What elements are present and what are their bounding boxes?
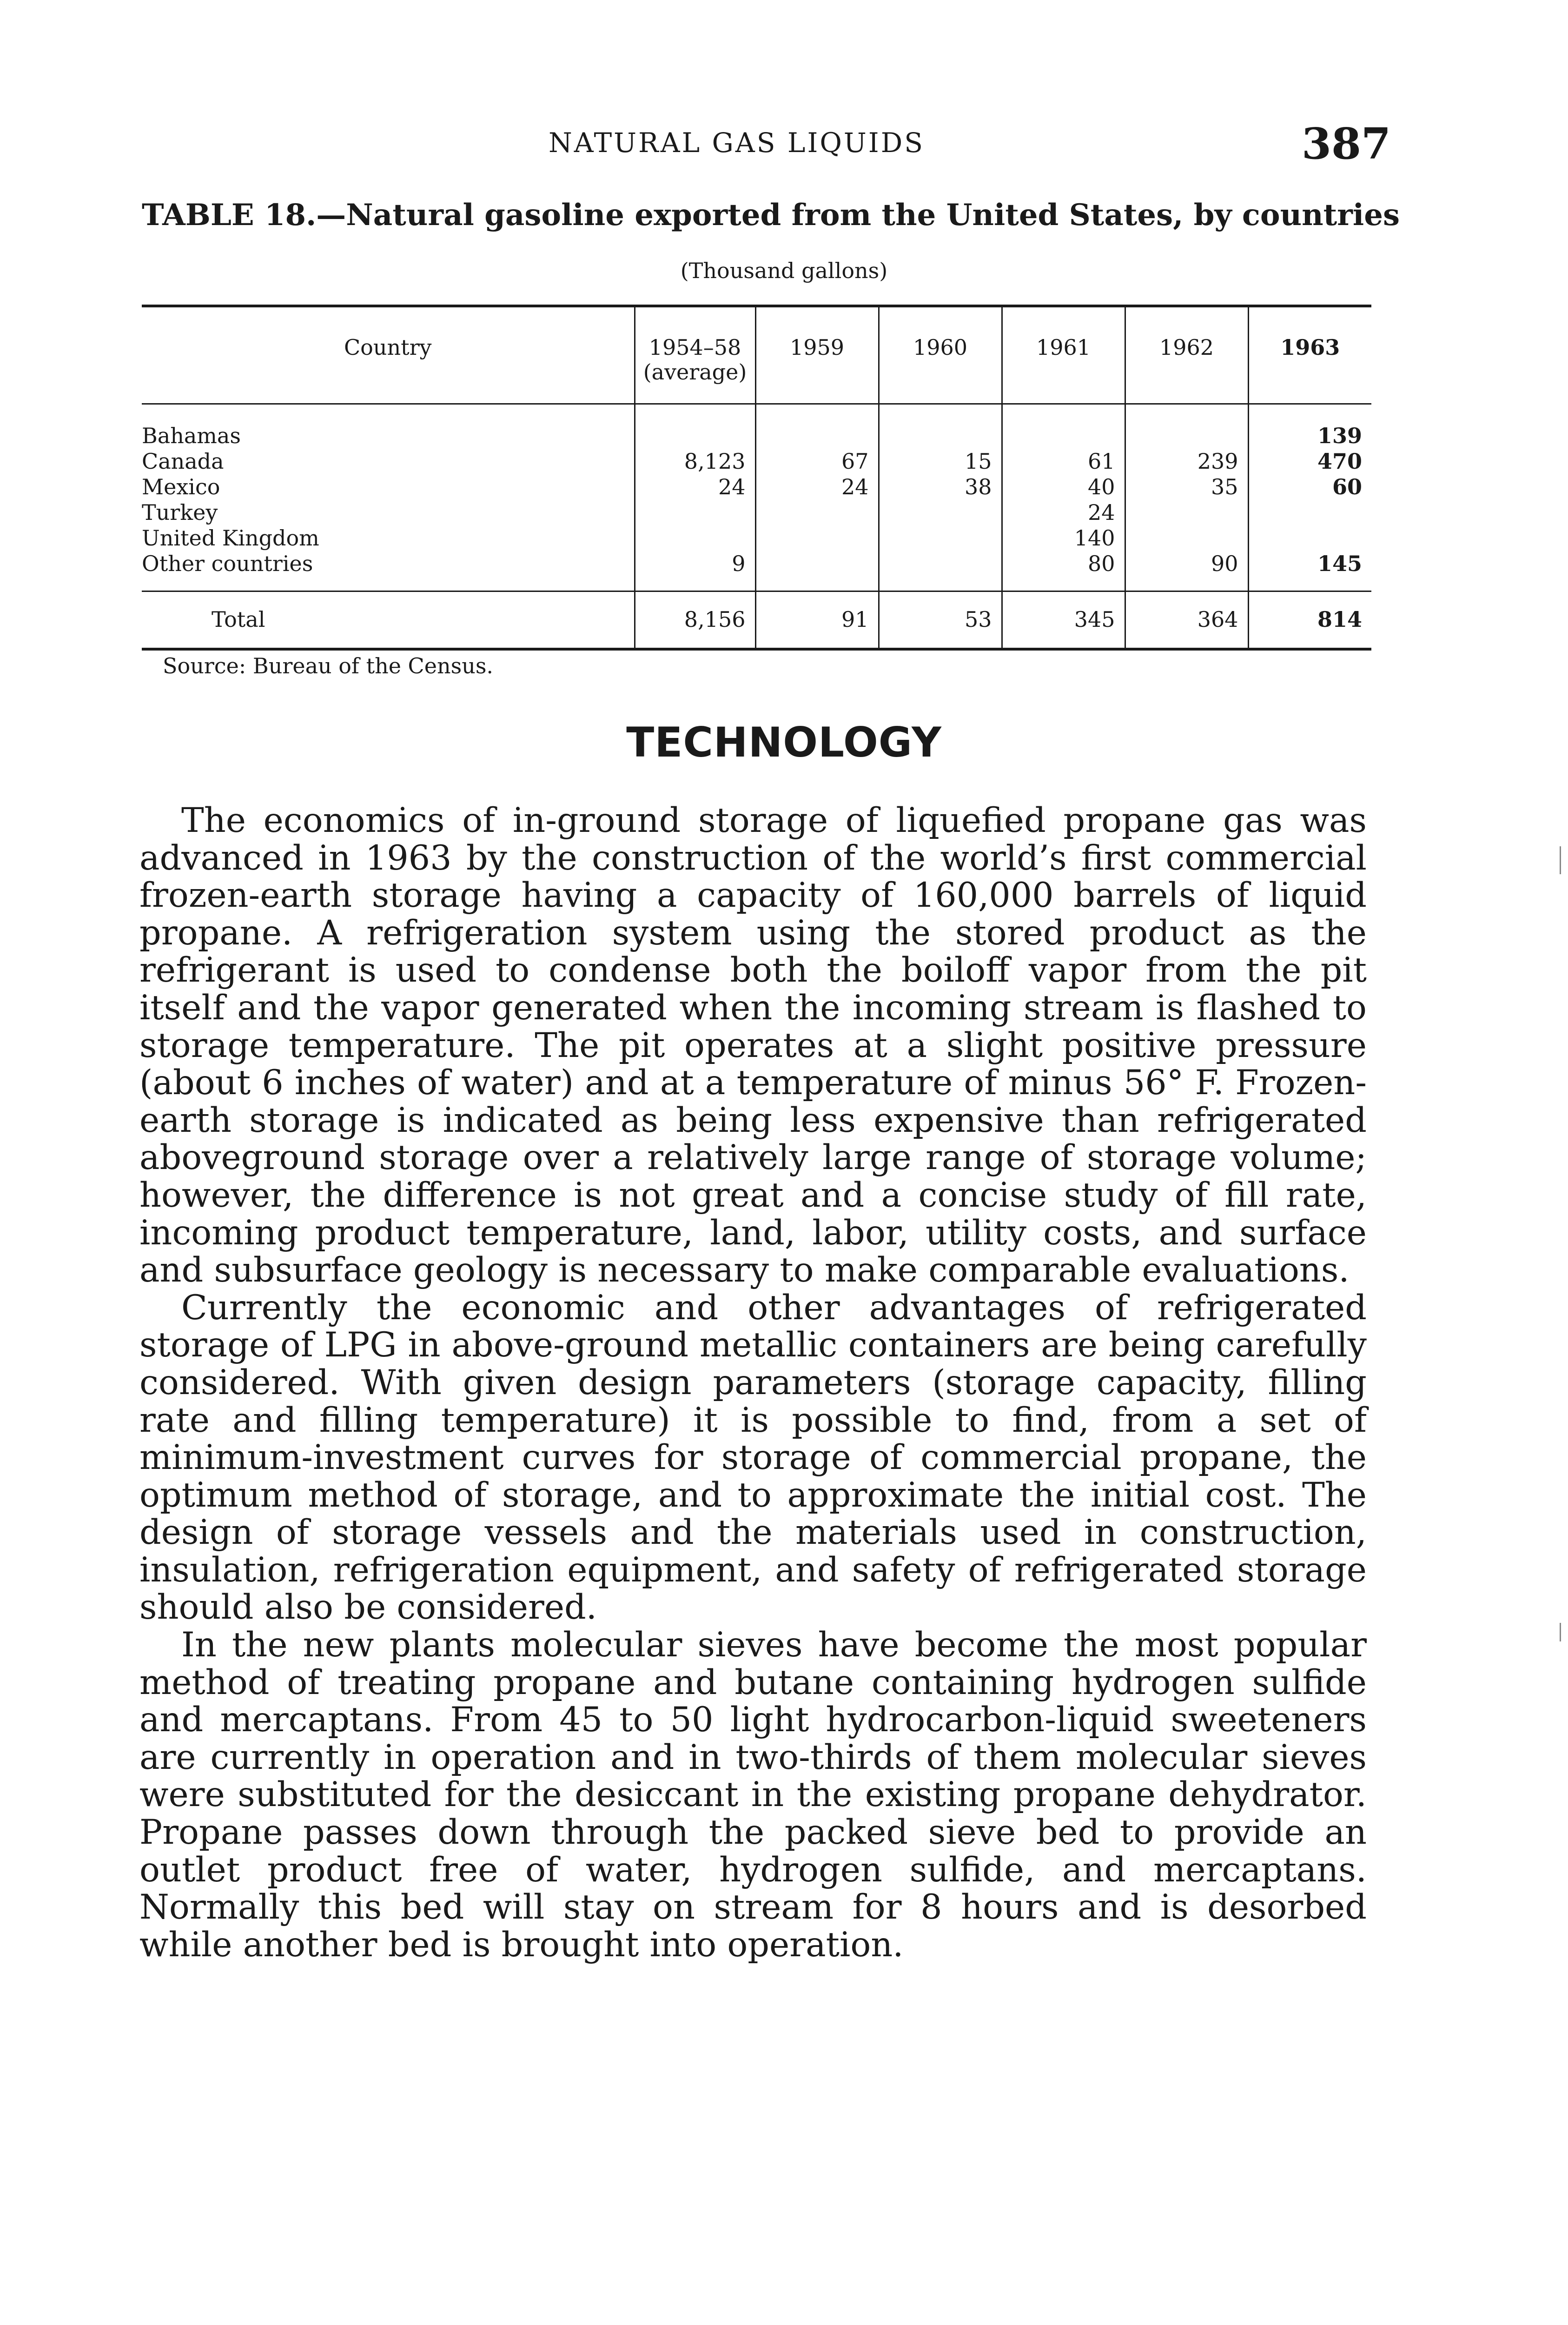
page-number: 387: [1302, 119, 1391, 169]
value-cell: [635, 404, 755, 449]
country-cell: Turkey: [142, 499, 218, 525]
country-cell: United Kingdom: [142, 525, 319, 551]
header-1961: 1961: [1002, 306, 1125, 404]
value-cell: 145: [1248, 551, 1371, 591]
value-cell: 9: [635, 551, 755, 591]
paragraph: In the new plants molecular sieves have become the most popular method of treating propane and butane containing hydrogen sulfide and mercaptans. From 45 to 50 light hydrocarbon-liquid sweeteners are currently in operation and in two-thirds of them molecular sieves were substituted for the desiccant in the existing propane dehydrator. Propane passes down through the packed sieve bed to provide an outlet product free of water, hydrogen sulfide, and mercaptans. Normally this bed will stay on stream for 8 hours and is desorbed while another bed is brought into operation.: [139, 1625, 1367, 1965]
table-caption: TABLE 18.—Natural gasoline exported from the United States, by countries: [142, 198, 1400, 232]
section-heading: TECHNOLOGY: [626, 718, 942, 766]
value-cell: 40: [1002, 474, 1125, 500]
value-cell: [879, 551, 1002, 591]
value-cell: 24: [755, 474, 879, 500]
value-cell: 470: [1248, 449, 1371, 474]
value-cell: [1002, 404, 1125, 449]
paragraph: Currently the economic and other advantages of refrigerated storage of LPG in above-ground metallic containers are being carefully considered. With given design parameters (storage capacity, filling rate and filling temperature) it is possible to find, from a set of minimum-investment curves for storage of commercial propane, the optimum method of storage, and to approximate the initial cost. The design of storage vessels and the materials used in construction, insulation, refrigeration equipment, and safety of refrigerated storage should also be considered.: [139, 1288, 1367, 1628]
total-label: Total: [142, 591, 635, 648]
table-total-row: [142, 591, 1371, 648]
body-text: [139, 802, 1367, 1964]
scan-mark: [1560, 1623, 1561, 1641]
value-cell: 24: [635, 474, 755, 500]
table-row: [142, 500, 1371, 525]
table-header-row: [142, 306, 1371, 404]
value-cell: [635, 500, 755, 525]
country-cell: Other countries: [142, 551, 313, 576]
value-cell: [755, 525, 879, 551]
header-1959: 1959: [755, 306, 879, 404]
value-cell: 140: [1002, 525, 1125, 551]
table-row: [142, 525, 1371, 551]
value-cell: [635, 525, 755, 551]
header-country: Country: [142, 306, 635, 404]
value-cell: 24: [1002, 500, 1125, 525]
table-row: [142, 404, 1371, 449]
total-cell: 814: [1248, 591, 1371, 648]
value-cell: 80: [1002, 551, 1125, 591]
value-cell: 90: [1125, 551, 1248, 591]
header-1963: 1963: [1248, 306, 1371, 404]
running-title: NATURAL GAS LIQUIDS: [549, 127, 925, 159]
value-cell: [755, 404, 879, 449]
total-cell: 345: [1002, 591, 1125, 648]
value-cell: 35: [1125, 474, 1248, 500]
value-cell: 239: [1125, 449, 1248, 474]
value-cell: 60: [1248, 474, 1371, 500]
scan-mark: [1560, 846, 1561, 874]
value-cell: 67: [755, 449, 879, 474]
total-cell: 8,156: [635, 591, 755, 648]
value-cell: [1125, 404, 1248, 449]
table-container: [142, 305, 1371, 651]
value-cell: 38: [879, 474, 1002, 500]
table-subcaption: (Thousand gallons): [680, 258, 888, 283]
country-cell: Bahamas: [142, 423, 241, 448]
table-row: [142, 551, 1371, 591]
value-cell: [1125, 500, 1248, 525]
header-1954-58: 1954–58 (average): [635, 306, 755, 404]
total-cell: 53: [879, 591, 1002, 648]
country-cell: Mexico: [142, 474, 220, 499]
table-bottom-rule: [142, 648, 1371, 651]
value-cell: [879, 525, 1002, 551]
value-cell: [755, 551, 879, 591]
running-head: [0, 119, 1568, 169]
paragraph: The economics of in-ground storage of liquefied propane gas was advanced in 1963 by the construction of the world’s first commercial frozen-earth storage having a capacity of 160,000 barrels of liquid propane. A refrigeration system using the stored product as the refrigerant is used to condense both the boiloff vapor from the pit itself and the vapor generated when the incoming stream is flashed to storage temperature. The pit operates at a slight positive pressure (about 6 inches of water) and at a temperature of minus 56° F. Frozen-earth storage is indicated as being less expensive than refrigerated aboveground storage over a relatively large range of storage volume; however, the difference is not great and a concise study of fill rate, incoming product temperature, land, labor, utility costs, and surface and subsurface geology is necessary to make comparable evaluations.: [139, 801, 1367, 1290]
header-1960: 1960: [879, 306, 1002, 404]
value-cell: [879, 500, 1002, 525]
total-cell: 91: [755, 591, 879, 648]
value-cell: 139: [1248, 404, 1371, 449]
value-cell: [755, 500, 879, 525]
header-1962: 1962: [1125, 306, 1248, 404]
export-table: [142, 305, 1371, 648]
value-cell: [1248, 525, 1371, 551]
table-row: [142, 449, 1371, 474]
table-source-note: Source: Bureau of the Census.: [163, 653, 494, 678]
value-cell: [1125, 525, 1248, 551]
total-cell: 364: [1125, 591, 1248, 648]
value-cell: 15: [879, 449, 1002, 474]
value-cell: 61: [1002, 449, 1125, 474]
value-cell: [879, 404, 1002, 449]
country-cell: Canada: [142, 448, 224, 474]
value-cell: [1248, 500, 1371, 525]
table-row: [142, 474, 1371, 500]
value-cell: 8,123: [635, 449, 755, 474]
